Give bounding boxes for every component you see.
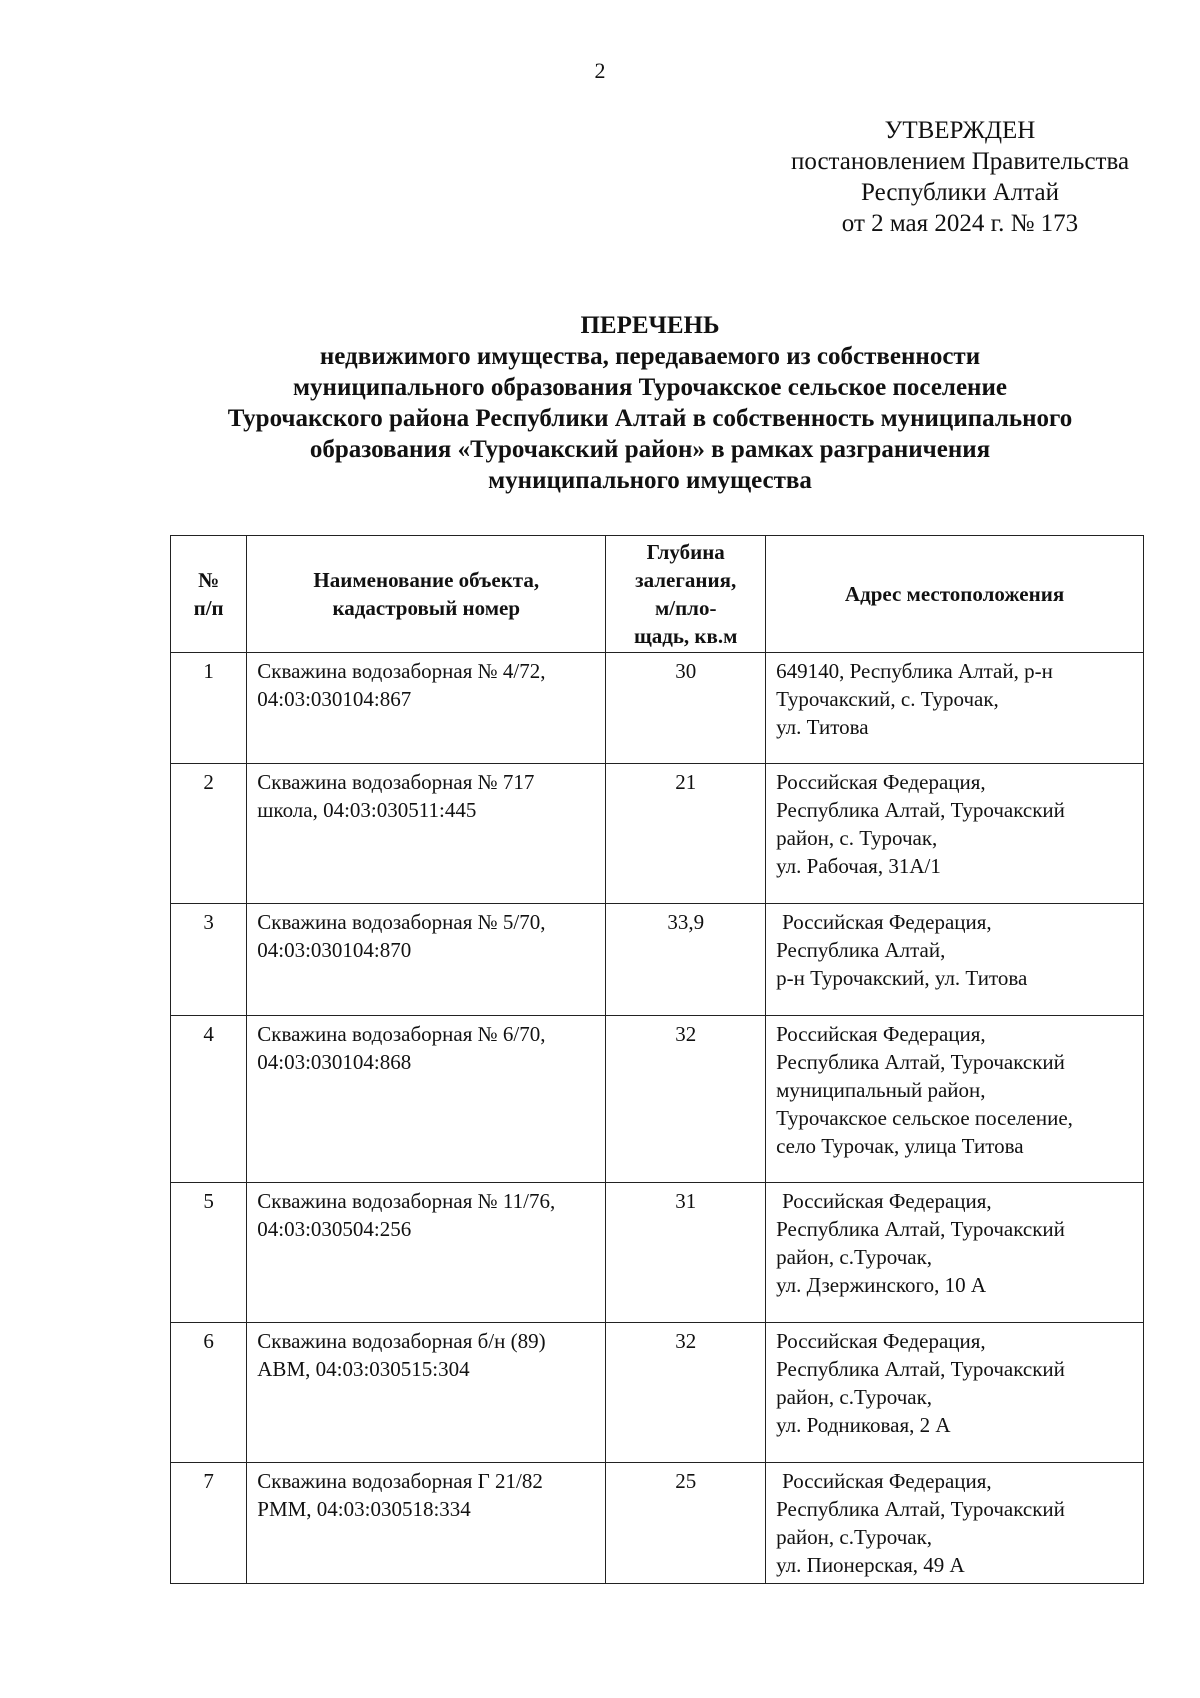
- depth-value: 32: [606, 1016, 766, 1183]
- header-address: Адрес местоположения: [766, 536, 1144, 653]
- address: [766, 1183, 1144, 1323]
- row-number: 3: [171, 904, 247, 1016]
- object-name: [247, 653, 606, 764]
- object-name-line-2: 04:03:030104:868: [257, 1050, 412, 1074]
- address: [766, 1016, 1144, 1183]
- title-line-2: муниципального образования Турочакское сельское поселение: [293, 374, 1007, 401]
- object-name-line-1: Скважина водозаборная № 4/72,: [257, 659, 546, 683]
- page-number: 2: [594, 58, 606, 83]
- address-line-1: Российская Федерация,: [776, 770, 986, 794]
- property-table: [170, 535, 1144, 1584]
- row-number: 1: [171, 653, 247, 764]
- address-line-2: Республика Алтай, Турочакский: [776, 1357, 1065, 1381]
- object-name: [247, 764, 606, 904]
- header-number: [171, 536, 247, 653]
- depth-value: 32: [606, 1323, 766, 1463]
- table-row: [171, 1323, 1144, 1463]
- table-header-row: [171, 536, 1144, 653]
- table-row: [171, 904, 1144, 1016]
- document-title: [150, 310, 1150, 496]
- object-name-line-2: 04:03:030504:256: [257, 1217, 412, 1241]
- header-depth-line-1: Глубина: [646, 540, 725, 564]
- address: [766, 764, 1144, 904]
- address-line-2: Республика Алтай,: [776, 938, 946, 962]
- address-line-4: ул. Рабочая, 31А/1: [776, 854, 941, 878]
- object-name: [247, 1323, 606, 1463]
- address: [766, 1323, 1144, 1463]
- address-line-2: Республика Алтай, Турочакский: [776, 798, 1065, 822]
- object-name-line-1: Скважина водозаборная № 717: [257, 770, 535, 794]
- address-line-3: район, с. Турочак,: [776, 826, 938, 850]
- address-line-2: Республика Алтай, Турочакский: [776, 1050, 1065, 1074]
- address-line-1: Российская Федерация,: [776, 1329, 986, 1353]
- depth-value: 25: [606, 1463, 766, 1584]
- row-number: 7: [171, 1463, 247, 1584]
- address-line-1: 649140, Республика Алтай, р-н: [776, 659, 1053, 683]
- address: [766, 904, 1144, 1016]
- title-heading: ПЕРЕЧЕНЬ: [580, 312, 720, 339]
- depth-value: 30: [606, 653, 766, 764]
- header-depth-line-2: залегания,: [635, 568, 737, 592]
- object-name-line-2: АВМ, 04:03:030515:304: [257, 1357, 470, 1381]
- depth-value: 31: [606, 1183, 766, 1323]
- row-number: 6: [171, 1323, 247, 1463]
- header-depth-line-4: щадь, кв.м: [633, 624, 738, 648]
- table-row: [171, 1016, 1144, 1183]
- object-name-line-2: школа, 04:03:030511:445: [257, 798, 477, 822]
- header-depth-line-3: м/пло-: [654, 596, 717, 620]
- table-row: [171, 653, 1144, 764]
- object-name-line-1: Скважина водозаборная Г 21/82: [257, 1469, 543, 1493]
- object-name: [247, 904, 606, 1016]
- approval-line-3: Республики Алтай: [861, 179, 1059, 206]
- address-line-2: Турочакский, с. Турочак,: [776, 687, 999, 711]
- object-name-line-1: Скважина водозаборная б/н (89): [257, 1329, 546, 1353]
- title-line-5: муниципального имущества: [488, 467, 812, 494]
- address-line-5: село Турочак, улица Титова: [776, 1134, 1024, 1158]
- approval-line-1: УТВЕРЖДЕН: [884, 117, 1036, 144]
- header-number-line-1: №: [198, 568, 220, 592]
- address-line-4: ул. Дзержинского, 10 А: [776, 1273, 987, 1297]
- address-line-3: район, с.Турочак,: [776, 1245, 933, 1269]
- object-name: [247, 1183, 606, 1323]
- object-name-line-1: Скважина водозаборная № 6/70,: [257, 1022, 546, 1046]
- address-line-1: Российская Федерация,: [782, 1469, 992, 1493]
- approval-stamp: [720, 115, 1200, 239]
- address: [766, 1463, 1144, 1584]
- header-depth: [606, 536, 766, 653]
- approval-line-4: от 2 мая 2024 г. № 173: [841, 210, 1079, 237]
- row-number: 2: [171, 764, 247, 904]
- approval-line-2: постановлением Правительства: [790, 148, 1130, 175]
- address-line-3: район, с.Турочак,: [776, 1385, 933, 1409]
- address-line-4: ул. Родниковая, 2 А: [776, 1413, 951, 1437]
- depth-value: 21: [606, 764, 766, 904]
- header-name-line-1: Наименование объекта,: [313, 568, 540, 592]
- address-line-2: Республика Алтай, Турочакский: [776, 1217, 1065, 1241]
- row-number: 5: [171, 1183, 247, 1323]
- header-number-line-2: п/п: [193, 596, 224, 620]
- depth-value: 33,9: [606, 904, 766, 1016]
- object-name: [247, 1463, 606, 1584]
- header-name-line-2: кадастровый номер: [332, 596, 521, 620]
- address-line-1: Российская Федерация,: [782, 1189, 992, 1213]
- address-line-2: Республика Алтай, Турочакский: [776, 1497, 1065, 1521]
- address: [766, 653, 1144, 764]
- object-name: [247, 1016, 606, 1183]
- address-line-1: Российская Федерация,: [776, 1022, 986, 1046]
- address-line-1: Российская Федерация,: [782, 910, 992, 934]
- address-line-4: ул. Пионерская, 49 А: [776, 1553, 965, 1577]
- address-line-3: муниципальный район,: [776, 1078, 986, 1102]
- title-line-4: образования «Турочакский район» в рамках разграничения: [309, 436, 991, 463]
- table-row: [171, 764, 1144, 904]
- address-line-3: район, с.Турочак,: [776, 1525, 933, 1549]
- title-line-3: Турочакского района Республики Алтай в собственность муниципального: [227, 405, 1073, 432]
- row-number: 4: [171, 1016, 247, 1183]
- object-name-line-2: 04:03:030104:867: [257, 687, 412, 711]
- object-name-line-1: Скважина водозаборная № 5/70,: [257, 910, 546, 934]
- table-row: [171, 1183, 1144, 1323]
- address-line-3: ул. Титова: [776, 715, 869, 739]
- title-line-1: недвижимого имущества, передаваемого из собственности: [319, 343, 981, 370]
- object-name-line-2: 04:03:030104:870: [257, 938, 412, 962]
- object-name-line-1: Скважина водозаборная № 11/76,: [257, 1189, 556, 1213]
- address-line-3: р-н Турочакский, ул. Титова: [776, 966, 1028, 990]
- table-row: [171, 1463, 1144, 1584]
- header-name: [247, 536, 606, 653]
- address-line-4: Турочакское сельское поселение,: [776, 1106, 1073, 1130]
- object-name-line-2: РММ, 04:03:030518:334: [257, 1497, 471, 1521]
